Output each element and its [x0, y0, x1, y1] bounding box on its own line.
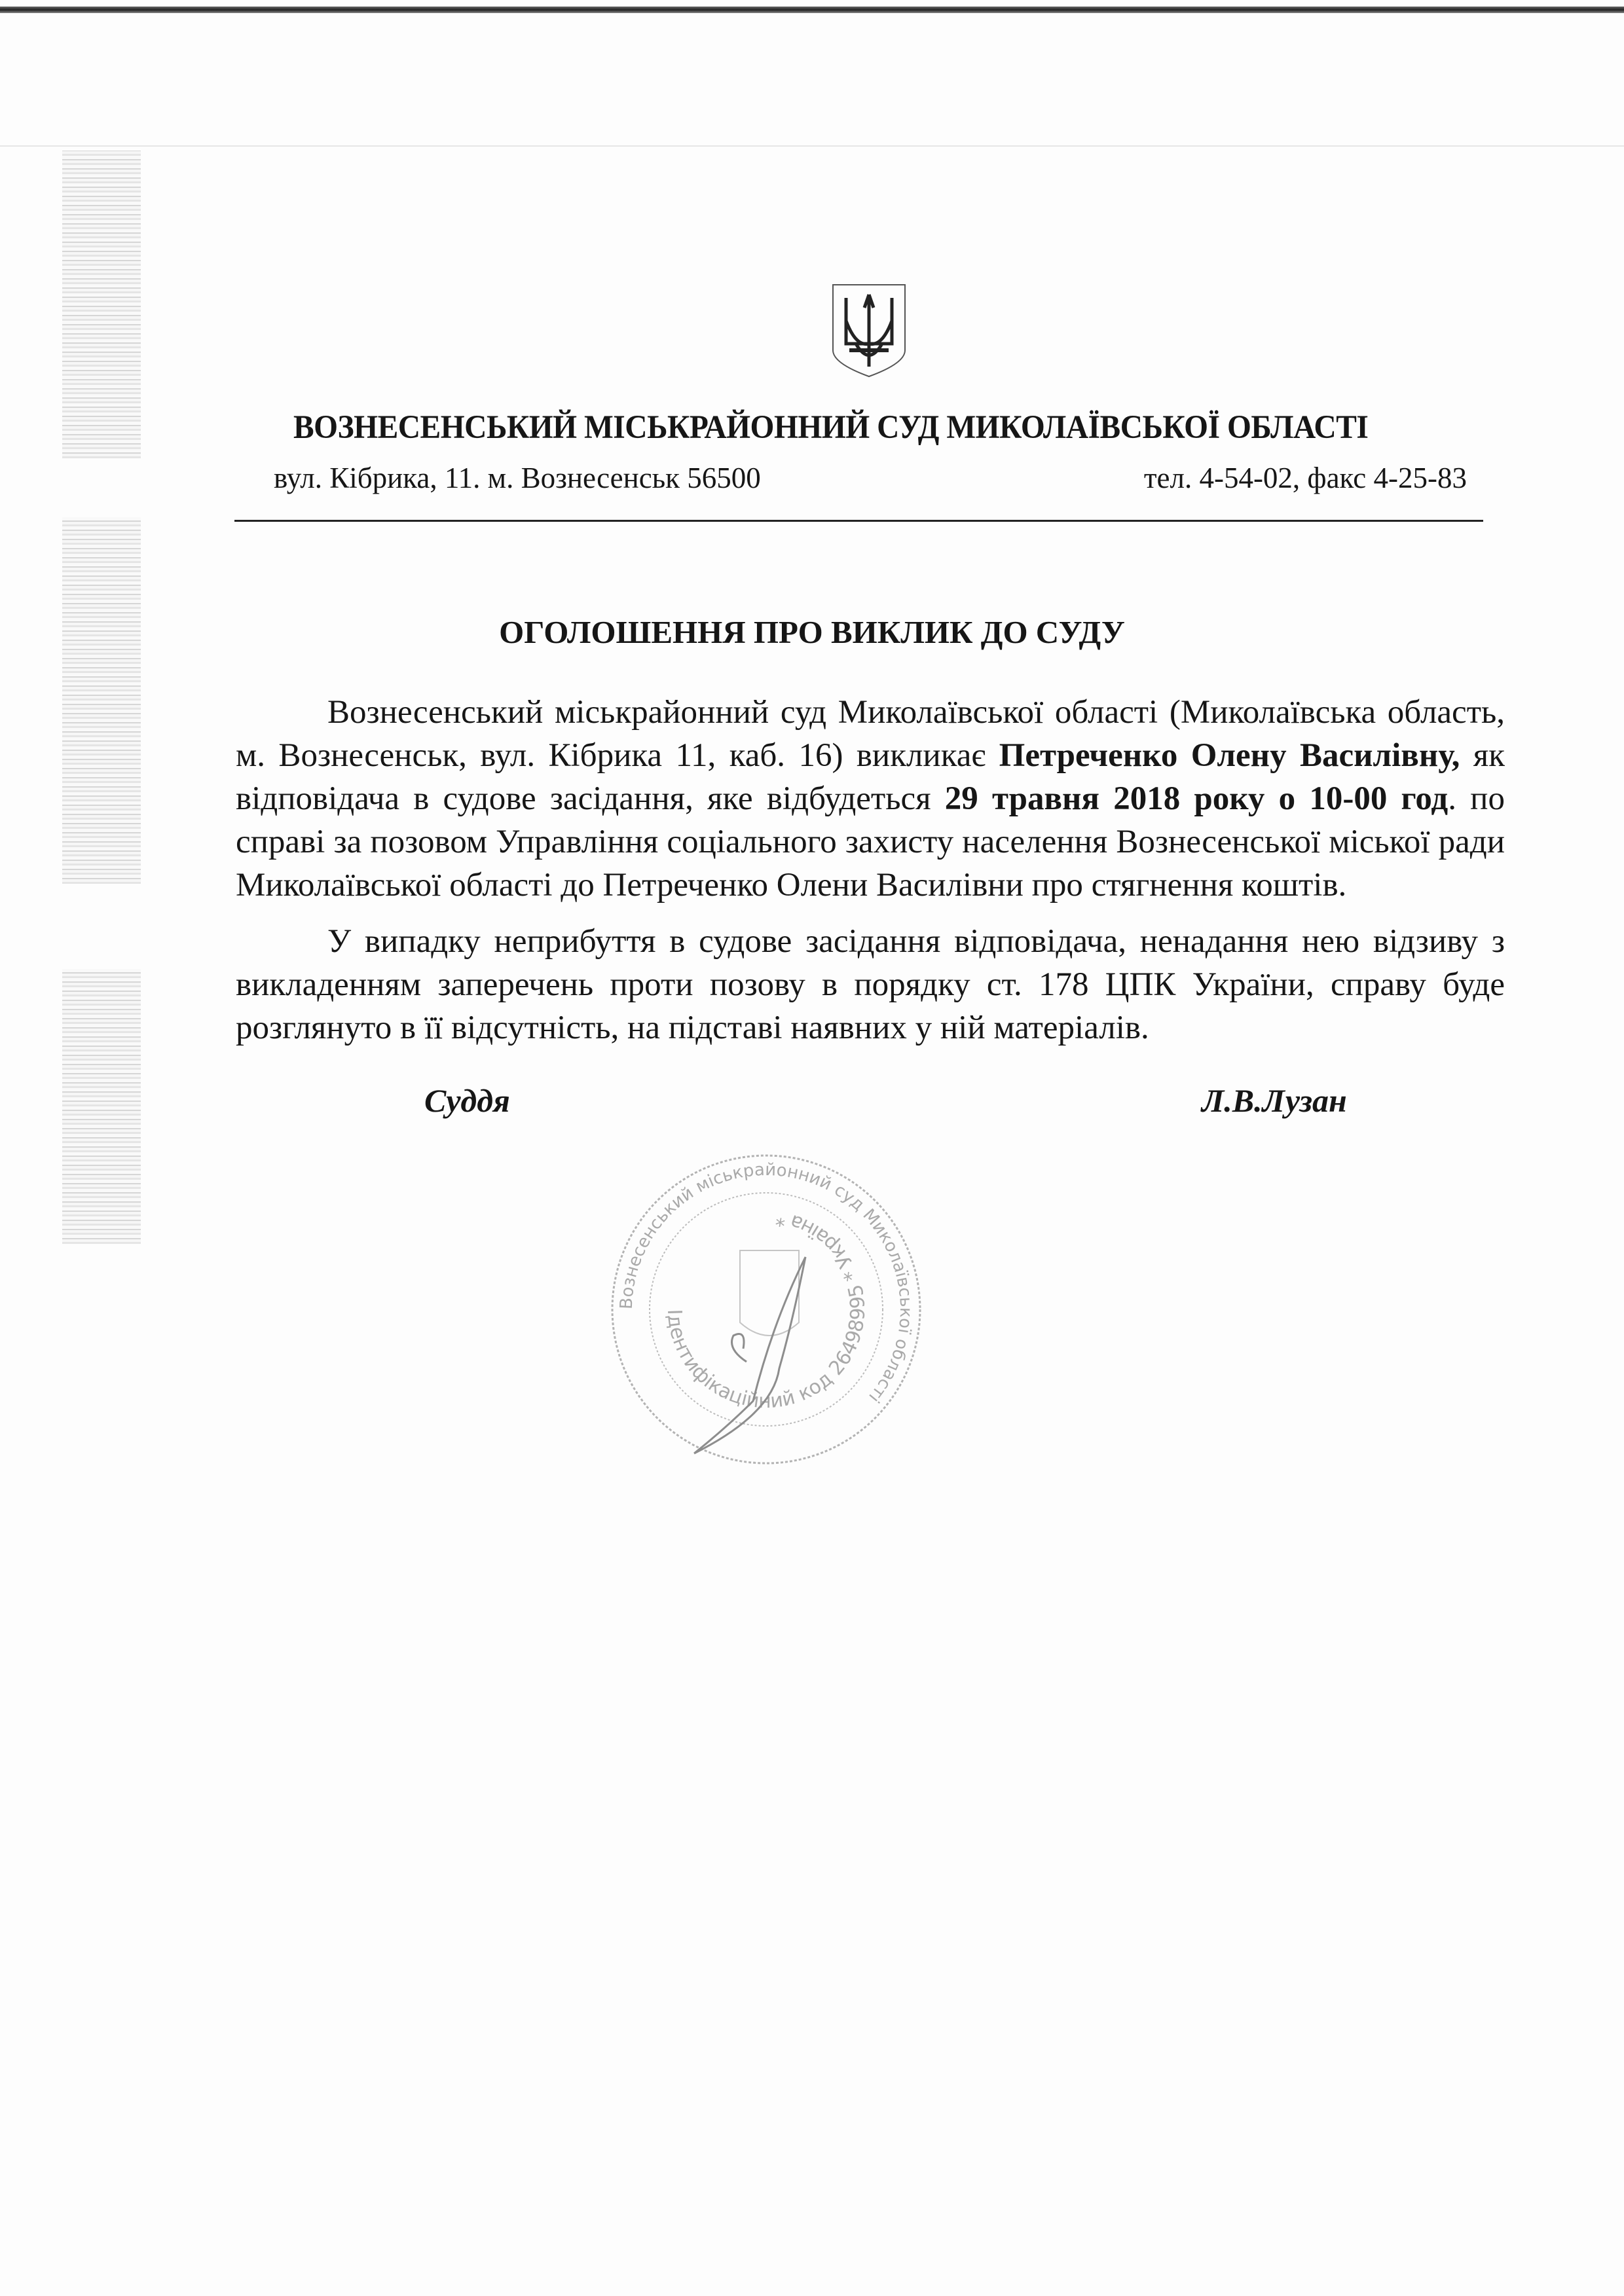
scan-noise-strip [62, 517, 141, 884]
summons-text: Вознесенський міськрайонний суд Миколаївської області (Миколаївська область, м. Вознесенськ, вул. Кібрика 11, каб. 16) викликає [236, 694, 1505, 774]
trident-coat-of-arms-icon [826, 282, 912, 380]
consequences-paragraph: У випадку неприбуття в судове засідання відповідача, ненадання нею відзиву з викладенням заперечень проти позову в порядку ст. 178 ЦПК України, справу буде розглянуто в її відсутність, на підставі наявних у ній матеріалів. [236, 923, 1505, 1046]
document-title: ОГОЛОШЕННЯ ПРО ВИКЛИК ДО СУДУ [499, 614, 1125, 650]
summons-paragraph [236, 691, 1505, 907]
judge-name: Л.В.Лузан [1202, 1082, 1347, 1119]
court-phones: тел. 4-54-02, факс 4-25-83 [1143, 462, 1467, 494]
stamp-inner-text: Ідентифікаційний код 26498995 * Україна * [662, 1206, 870, 1413]
summons-text: як відповідача в судове засідання, яке відбудеться [236, 737, 1505, 817]
scan-noise-strip [62, 969, 141, 1244]
svg-text:Ідентифікаційний код 26498995 [663, 1207, 870, 1413]
court-name-heading: ВОЗНЕСЕНСЬКИЙ МІСЬКРАЙОННИЙ СУД МИКОЛАЇВСЬКОЇ ОБЛАСТІ [293, 409, 1369, 446]
summons-text: . по справі за позовом Управління соціального захисту населення Вознесенської міської ради Миколаївської області до Петреченко Олени Василівни про стягнення коштів. [236, 780, 1505, 903]
handwritten-signature [694, 1257, 805, 1453]
court-address: вул. Кібрика, 11. м. Вознесенськ 56500 [274, 462, 761, 494]
scan-top-edge [0, 7, 1624, 13]
court-seal-stamp [609, 1152, 923, 1467]
stamp-outer-text: Вознесенський міськрайонний суд Миколаївської області [616, 1159, 916, 1407]
judge-role: Суддя [424, 1082, 510, 1119]
scan-noise-strip [62, 151, 141, 458]
header-divider [234, 520, 1483, 522]
defendant-name: Петреченко Олену Василівну, [999, 737, 1460, 774]
scan-fold-line [0, 145, 1624, 147]
hearing-datetime: 29 травня 2018 року о 10-00 год [944, 780, 1449, 817]
